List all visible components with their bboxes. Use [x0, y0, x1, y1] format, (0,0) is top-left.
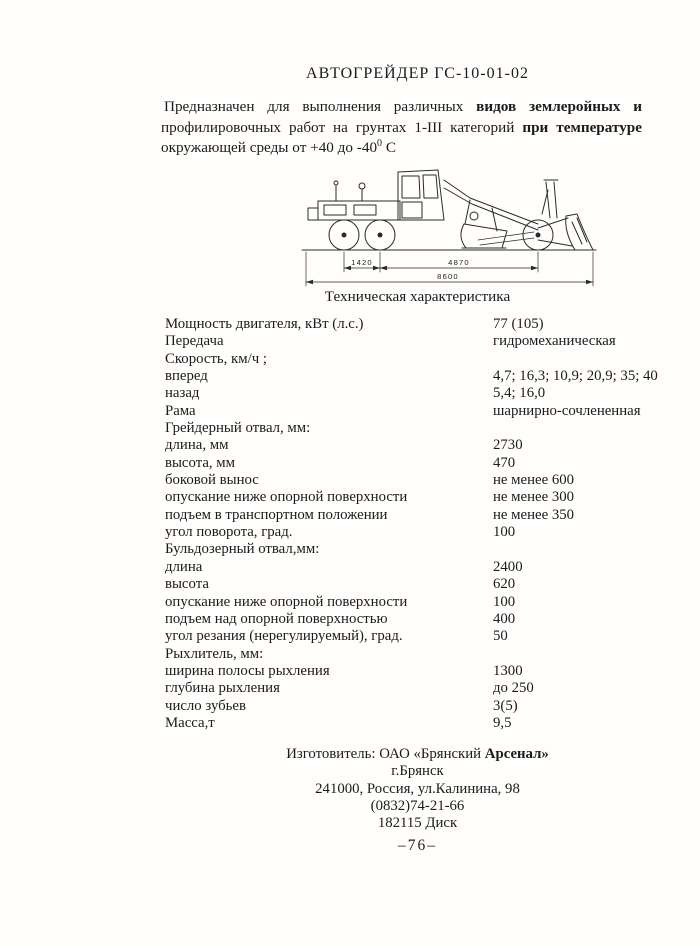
- spec-value: гидромеханическая: [493, 333, 616, 350]
- spec-label: Скорость, км/ч ;: [165, 350, 267, 367]
- spec-label: Передача: [165, 333, 224, 350]
- spec-value: 5,4; 16,0: [493, 385, 546, 402]
- intro-bold-1: видов землеройных и: [476, 98, 643, 115]
- spec-row: [165, 541, 670, 558]
- manufacturer-block: [165, 746, 670, 832]
- spec-value: шарнирно-сочлененная: [493, 402, 641, 419]
- spec-row: [165, 403, 670, 420]
- spec-row: [165, 715, 670, 732]
- spec-label: ширина полосы рыхления: [165, 662, 330, 679]
- spec-row: [165, 576, 670, 593]
- grader-cab: [398, 170, 444, 220]
- spec-label: высота: [165, 576, 209, 593]
- manufacturer-text: Изготовитель: ОАО «Брянский: [286, 746, 485, 762]
- spec-label: угол резания (нерегулируемый), град.: [165, 628, 403, 645]
- spec-label: Грейдерный отвал, мм:: [165, 420, 311, 437]
- spec-row: [165, 594, 670, 611]
- footer-address-line: (0832)74-21-66: [370, 797, 465, 814]
- spec-value: 9,5: [493, 714, 512, 731]
- spec-value: [493, 351, 670, 368]
- spec-label: подъем над опорной поверхностью: [165, 610, 388, 627]
- intro-text: окружающей среды от +40 до -40: [161, 139, 378, 157]
- spec-label: длина, мм: [165, 437, 229, 454]
- spec-row: [165, 507, 670, 524]
- spec-label: Рама: [165, 402, 196, 419]
- intro-paragraph: [161, 97, 642, 159]
- dimension-label-wheelbase-tandem: 1420: [351, 258, 373, 267]
- dimension-label-wheelbase: 4870: [448, 258, 470, 267]
- spec-value: 400: [493, 610, 516, 627]
- spec-label: Рыхлитель, мм:: [165, 645, 264, 662]
- page-title: АВТОГРЕЙДЕР ГС-10-01-02: [306, 65, 529, 82]
- page-number: –76–: [398, 837, 437, 854]
- spec-value: 2400: [493, 558, 523, 575]
- spec-row: [165, 646, 670, 663]
- spec-value: 470: [493, 454, 516, 471]
- footer-address-line: 182115 Диск: [377, 815, 458, 832]
- spec-label: Мощность двигателя, кВт (л.с.): [165, 316, 364, 332]
- manufacturer-line: [165, 746, 670, 763]
- rear-wheels: [329, 220, 395, 250]
- spec-row: [165, 611, 670, 628]
- specs-heading: Техническая характеристика: [324, 288, 511, 305]
- moldboard: [461, 200, 507, 248]
- spec-value: 100: [493, 593, 516, 610]
- spec-row: [165, 333, 670, 350]
- dozer-blade: [538, 180, 593, 250]
- spec-row: [165, 628, 670, 645]
- grader-body: [308, 181, 406, 220]
- spec-row: [165, 663, 670, 680]
- spec-value: 2730: [493, 437, 523, 454]
- spec-row: [165, 524, 670, 541]
- spec-value: [493, 541, 670, 558]
- spec-value: [493, 646, 670, 663]
- footer-address: [165, 763, 670, 832]
- spec-label: вперед: [165, 368, 208, 385]
- spec-row: [165, 455, 670, 472]
- spec-label: опускание ниже опорной поверхности: [165, 593, 408, 610]
- spec-label: угол поворота, град.: [165, 524, 293, 541]
- intro-text: профилировочных работ на грунтах 1-III категорий: [161, 118, 523, 136]
- spec-value: 4,7; 16,3; 10,9; 20,9; 35; 40: [493, 368, 658, 385]
- degree-superscript: 0: [377, 138, 383, 150]
- spec-label: Масса,т: [165, 714, 215, 731]
- spec-row: [165, 559, 670, 576]
- spec-row: [165, 351, 670, 368]
- spec-value: [493, 420, 670, 437]
- manufacturer-name-bold: Арсенал»: [484, 746, 549, 762]
- spec-value: 100: [493, 524, 516, 541]
- spec-row: [165, 420, 670, 437]
- spec-label: глубина рыхления: [165, 680, 280, 697]
- spec-row: [165, 437, 670, 454]
- spec-label: назад: [165, 385, 200, 402]
- spec-value: 620: [493, 576, 516, 593]
- footer-address-line: 241000, Россия, ул.Калинина, 98: [315, 780, 520, 797]
- spec-label: длина: [165, 558, 203, 575]
- spec-value: 77 (105): [493, 316, 544, 332]
- grader-drawing: [296, 158, 602, 290]
- spec-value: 50: [493, 628, 508, 645]
- main-frame: [444, 180, 538, 230]
- spec-value: 1300: [493, 662, 523, 679]
- spec-row: [165, 368, 670, 385]
- spec-value: до 250: [493, 680, 534, 697]
- spec-label: Бульдозерный отвал,мм:: [165, 541, 320, 558]
- spec-row: [165, 489, 670, 506]
- spec-value: 3(5): [493, 697, 518, 714]
- footer-address-line: г.Брянск: [391, 763, 444, 780]
- spec-value: не менее 350: [493, 506, 575, 523]
- spec-value: не менее 300: [493, 489, 575, 506]
- dimension-label-overall-length: 8600: [437, 272, 459, 281]
- grader-figure: [296, 158, 602, 290]
- spec-label: число зубьев: [165, 697, 246, 714]
- spec-table: [165, 316, 670, 732]
- intro-text: Предназначен для выполнения различных: [164, 98, 477, 115]
- spec-row: [165, 472, 670, 489]
- spec-value: не менее 600: [493, 472, 575, 489]
- spec-row: [165, 385, 670, 402]
- spec-label: подъем в транспортном положении: [165, 506, 388, 523]
- spec-label: опускание ниже опорной поверхности: [165, 489, 408, 506]
- spec-row: [165, 698, 670, 715]
- intro-bold-2: при температуре: [522, 118, 642, 136]
- spec-row: [165, 680, 670, 697]
- spec-label: боковой вынос: [165, 472, 259, 489]
- spec-row: [165, 316, 670, 333]
- intro-text: С: [382, 139, 396, 157]
- spec-label: высота, мм: [165, 454, 236, 471]
